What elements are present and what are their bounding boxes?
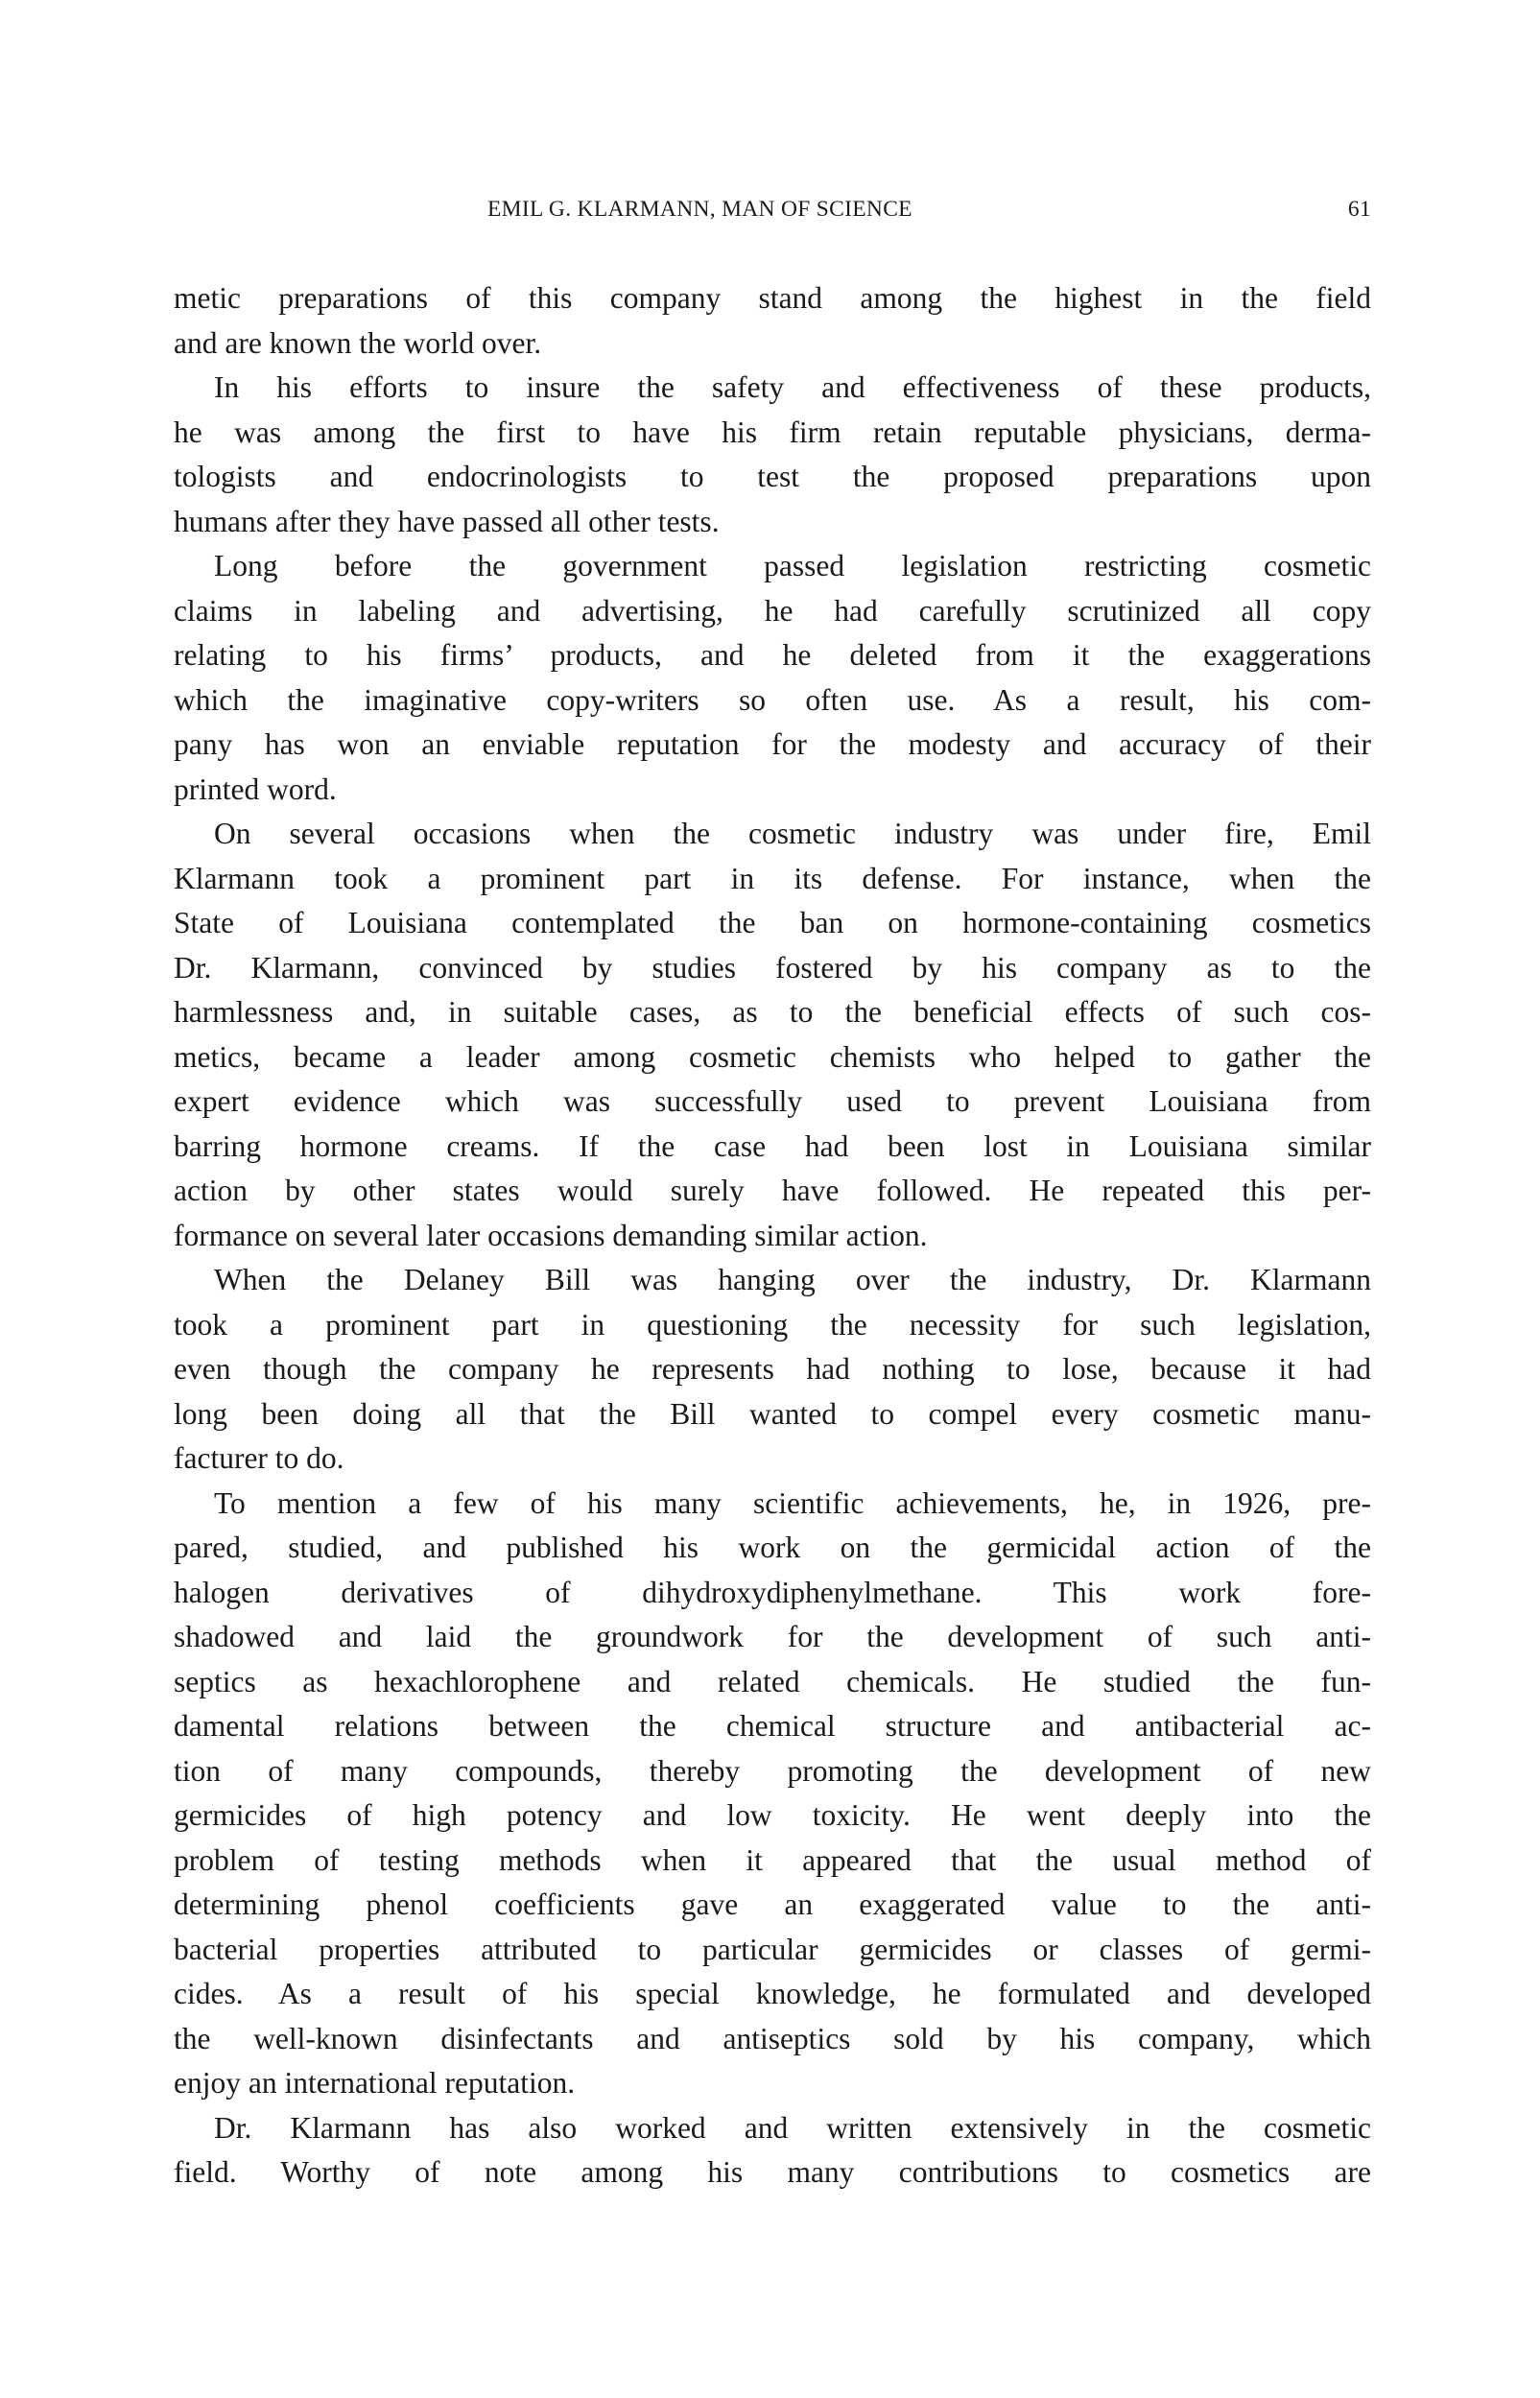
text-line: metic preparations of this company stand among the highest in the field bbox=[174, 281, 1371, 315]
text-line: septics as hexachlorophene and related chemicals. He studied the fun- bbox=[174, 1664, 1371, 1698]
text-line: Long before the government passed legislation restricting cosmetic bbox=[214, 549, 1371, 582]
text-line: facturer to do. bbox=[174, 1441, 344, 1475]
text-line: On several occasions when the cosmetic industry was under fire, Emil bbox=[214, 817, 1371, 850]
running-head bbox=[174, 197, 1371, 229]
text-line: the well-known disinfectants and antiseptics sold by his company, which bbox=[174, 2021, 1371, 2055]
text-line: expert evidence which was successfully used to prevent Louisiana from bbox=[174, 1084, 1371, 1118]
text-line: germicides of high potency and low toxicity. He went deeply into the bbox=[174, 1798, 1371, 1832]
paragraph bbox=[174, 1258, 1371, 1482]
text-line: and are known the world over. bbox=[174, 325, 542, 360]
text-line: action by other states would surely have followed. He repeated this per- bbox=[174, 1174, 1371, 1207]
text-line: To mention a few of his many scientific achievements, he, in 1926, pre- bbox=[214, 1485, 1371, 1520]
text-line: shadowed and laid the groundwork for the development of such anti- bbox=[174, 1620, 1371, 1653]
text-line: which the imaginative copy-writers so often use. As a result, his com- bbox=[174, 682, 1371, 717]
text-line: damental relations between the chemical structure and antibacterial ac- bbox=[174, 1709, 1371, 1743]
text-line: barring hormone creams. If the case had been lost in Louisiana similar bbox=[174, 1128, 1371, 1163]
text-line: determining phenol coefficients gave an exaggerated value to the anti- bbox=[174, 1888, 1371, 1921]
text-line: claims in labeling and advertising, he had carefully scrutinized all copy bbox=[174, 593, 1371, 628]
text-line: State of Louisiana contemplated the ban on hormone-containing cosmetics bbox=[174, 906, 1371, 939]
paragraph bbox=[174, 366, 1371, 544]
text-line: Klarmann took a prominent part in its defense. For instance, when the bbox=[174, 861, 1371, 895]
text-line: even though the company he represents had nothing to lose, because it had bbox=[174, 1352, 1371, 1386]
page-number: 61 bbox=[1347, 197, 1371, 222]
text-line: When the Delaney Bill was hanging over the industry, Dr. Klarmann bbox=[214, 1263, 1371, 1296]
paragraph bbox=[174, 544, 1371, 812]
text-line: tion of many compounds, thereby promoting the development of new bbox=[174, 1753, 1371, 1788]
paragraph bbox=[174, 1482, 1371, 2106]
text-line: formance on several later occasions demanding similar action. bbox=[174, 1218, 928, 1252]
text-line: he was among the first to have his firm retain reputable physicians, derma- bbox=[174, 415, 1371, 449]
text-line: problem of testing methods when it appeared that the usual method of bbox=[174, 1842, 1371, 1877]
text-line: tologists and endocrinologists to test the proposed preparations upon bbox=[174, 460, 1371, 493]
paragraph bbox=[174, 276, 1371, 366]
text-line: Dr. Klarmann, convinced by studies fostered by his company as to the bbox=[174, 950, 1371, 985]
text-line: metics, became a leader among cosmetic chemists who helped to gather the bbox=[174, 1039, 1371, 1074]
paragraph bbox=[174, 2106, 1371, 2196]
running-head-title: EMIL G. KLARMANN, MAN OF SCIENCE bbox=[487, 197, 912, 222]
body-text bbox=[174, 276, 1371, 2196]
text-line: pany has won an enviable reputation for the modesty and accuracy of their bbox=[174, 727, 1371, 761]
paragraph bbox=[174, 812, 1371, 1258]
text-line: took a prominent part in questioning the necessity for such legislation, bbox=[174, 1307, 1371, 1341]
text-line: bacterial properties attributed to particular germicides or classes of germi- bbox=[174, 1932, 1371, 1966]
text-line: cides. As a result of his special knowledge, he formulated and developed bbox=[174, 1977, 1371, 2010]
text-line: Dr. Klarmann has also worked and written extensively in the cosmetic bbox=[214, 2110, 1371, 2145]
text-line: long been doing all that the Bill wanted to compel every cosmetic manu- bbox=[174, 1396, 1371, 1431]
text-line: relating to his firms’ products, and he deleted from it the exaggerations bbox=[174, 638, 1371, 672]
text-line: In his efforts to insure the safety and effectiveness of these products, bbox=[214, 370, 1371, 404]
text-line: humans after they have passed all other tests. bbox=[174, 504, 720, 538]
text-line: field. Worthy of note among his many contributions to cosmetics are bbox=[174, 2155, 1371, 2189]
text-line: harmlessness and, in suitable cases, as to the beneficial effects of such cos- bbox=[174, 995, 1371, 1029]
text-line: halogen derivatives of dihydroxydiphenylmethane. This work fore- bbox=[174, 1575, 1371, 1609]
text-line: enjoy an international reputation. bbox=[174, 2066, 576, 2100]
text-line: pared, studied, and published his work on the germicidal action of the bbox=[174, 1531, 1371, 1564]
text-line: printed word. bbox=[174, 772, 337, 806]
